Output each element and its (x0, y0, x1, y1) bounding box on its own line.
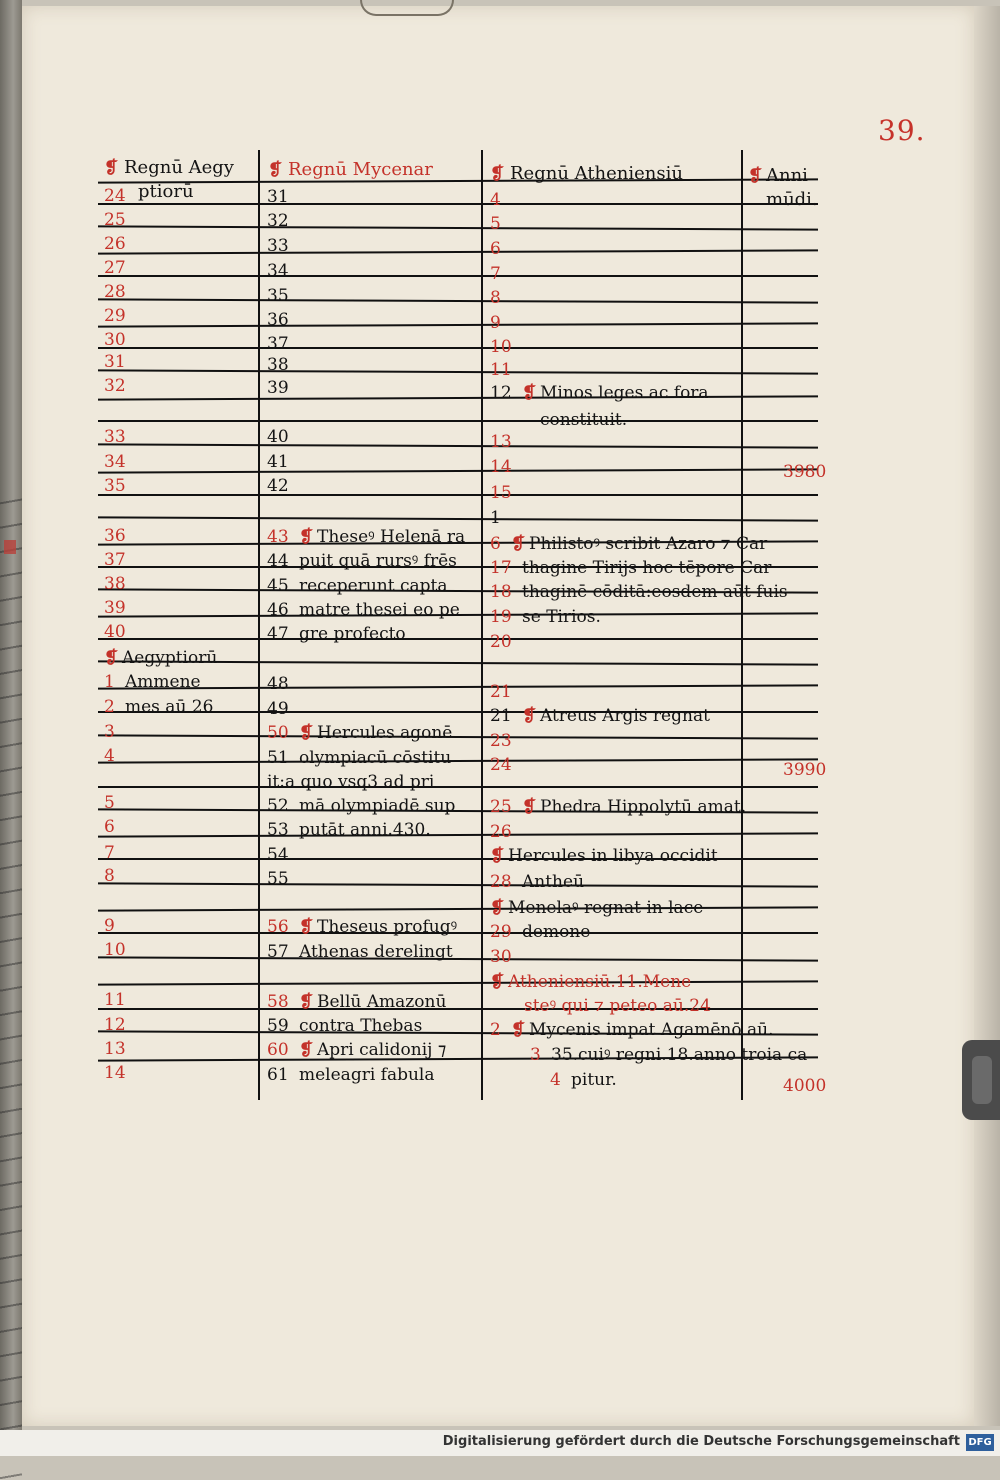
previous-page-edge (0, 480, 22, 1480)
cell-entry-heading: Philistoꝰ scribit Azaro ⁊ Car (529, 534, 768, 554)
cell-number: 35 (267, 286, 289, 306)
cell-entry-heading: Mycenis impat Agamēnō aū. (529, 1020, 774, 1040)
cell-number: 34 (267, 261, 289, 281)
paragraph-mark-icon: ❡ (522, 383, 537, 403)
row-rule (98, 395, 818, 400)
cell-text: thaginē cōditā:eosdem aūt fuis (522, 582, 788, 602)
row-rule (98, 298, 818, 303)
footer-bar (0, 1430, 1000, 1456)
cell-number: 41 (267, 452, 289, 472)
cell-number: 19 (490, 607, 512, 627)
cell-text: receperunt capta (299, 576, 448, 596)
row-rule (98, 249, 818, 254)
cell-text: matre thesei eo pe (299, 600, 460, 620)
cell-number: 45 (267, 576, 289, 596)
book-clasp (962, 1040, 1000, 1120)
row-rule (98, 225, 818, 230)
row-rule (98, 203, 818, 205)
header-col1: Regnū Aegy (124, 157, 234, 178)
footer-credit: Digitalisierung gefördert durch die Deutsche Forschungsgemeinschaft (442, 1434, 960, 1449)
cell-number: 23 (490, 731, 512, 751)
cell-number: 60 (267, 1040, 289, 1060)
paragraph-mark-icon: ❡ (490, 972, 505, 992)
cell-number: 57 (267, 942, 289, 962)
cell-number: 1 (104, 672, 115, 692)
cell-number: constituit. (540, 410, 628, 430)
cell-number: 35 (104, 476, 126, 496)
cell-text: Athenas derelingt (299, 942, 453, 962)
cell-entry-heading: Minos leges ac fora (540, 383, 709, 403)
header-col4: Anni (766, 165, 808, 186)
cell-number: 4 (550, 1070, 561, 1090)
cell-number: 21 (490, 682, 512, 702)
paragraph-mark-icon: ❡ (490, 164, 505, 184)
cell-text: 35.cuiꝰ regni.18.anno troia ca (551, 1045, 808, 1065)
cell-text: Antheū (522, 872, 585, 892)
cell-number: 13 (490, 432, 512, 452)
header-col2: Regnū Mycenar (288, 159, 433, 180)
paragraph-mark-icon: ❡ (299, 527, 314, 547)
cell-text: demone (522, 922, 591, 942)
cell-number: 49 (267, 699, 289, 719)
cell-entry-heading: Aegyptiorū (122, 648, 218, 668)
cell-number: 3990 (783, 760, 827, 780)
cell-entry-heading: Atreus Argis regnat (540, 706, 710, 726)
cell-number: 3 (530, 1045, 541, 1065)
cell-number: 42 (267, 476, 289, 496)
cell-number: 18 (490, 582, 512, 602)
folio-number: 39. (878, 114, 926, 147)
paragraph-mark-icon: ❡ (268, 160, 283, 180)
cell-number: 8 (490, 288, 501, 308)
row-rule (98, 638, 818, 640)
cell-entry-heading: Theseꝰ Helenā ra (317, 527, 466, 547)
cell-number: 24 (490, 755, 512, 775)
paragraph-mark-icon: ❡ (104, 158, 119, 178)
row-rule (98, 322, 818, 327)
cell-number: 50 (267, 723, 289, 743)
row-rule (98, 956, 818, 961)
cell-text: contra Thebas (299, 1016, 423, 1036)
cell-text: mes aū 26 (125, 697, 214, 717)
cell-number: 9 (104, 916, 115, 936)
row-rule (98, 832, 818, 837)
cell-entry-heading: Atheniensiū.11.Mene (508, 972, 692, 992)
cell-entry-heading: Theseus profugꝰ (317, 917, 458, 937)
paragraph-mark-icon: ❡ (490, 846, 505, 866)
cell-number: 17 (490, 558, 512, 578)
cell-number: 36 (267, 310, 289, 330)
cell-entry-heading: Apri calidonij ⁊ (317, 1040, 447, 1060)
cell-entry-heading: Bellū Amazonū (317, 992, 447, 1012)
row-rule (98, 516, 818, 521)
cell-entry-heading: Phedra Hippolytū amat. (540, 797, 747, 817)
row-rule (98, 275, 818, 277)
cell-number: 29 (104, 306, 126, 326)
cell-number: 8 (104, 866, 115, 886)
cell-number: 5 (490, 214, 501, 234)
cell-number: 48 (267, 674, 289, 694)
paragraph-mark-icon: ❡ (299, 917, 314, 937)
cell-number: 44 (267, 551, 289, 571)
cell-text: se Tirios. (522, 607, 601, 627)
row-rule (98, 980, 818, 985)
paragraph-mark-icon: ❡ (522, 706, 537, 726)
header-col3: Regnū Atheniensiū (510, 163, 683, 184)
cell-text: olympiacū cōstitu (299, 748, 452, 768)
cell-number: 31 (267, 187, 289, 207)
paragraph-mark-icon: ❡ (299, 992, 314, 1012)
cell-number: 32 (267, 211, 289, 231)
cell-number: 40 (267, 427, 289, 447)
paragraph-mark-icon: ❡ (522, 797, 537, 817)
cell-number: 5 (104, 793, 115, 813)
chronology-table (98, 150, 827, 1100)
cell-number: 36 (104, 526, 126, 546)
paragraph-mark-icon: ❡ (490, 898, 505, 918)
cell-entry-heading: Hercules agonē (317, 723, 453, 743)
cell-number: 39 (104, 598, 126, 618)
cell-number: 13 (104, 1039, 126, 1059)
cell-number: 31 (104, 352, 126, 372)
cell-number: 7 (104, 843, 115, 863)
cell-number: 10 (490, 337, 512, 357)
cell-text: gre profecto (299, 624, 406, 644)
cell-number: 55 (267, 869, 289, 889)
cell-number: 38 (104, 574, 126, 594)
cell-number: 11 (104, 990, 126, 1010)
cell-number: 26 (104, 234, 126, 254)
row-rule (98, 468, 818, 473)
cell-number: 10 (104, 940, 126, 960)
row-rule (98, 882, 818, 887)
paragraph-mark-icon: ❡ (511, 534, 526, 554)
cell-number: 25 (104, 210, 126, 230)
cell-number: 26 (490, 822, 512, 842)
cell-number: 43 (267, 527, 289, 547)
cell-number: 9 (490, 313, 501, 333)
cell-number: 27 (104, 258, 126, 278)
cell-number: 28 (490, 872, 512, 892)
row-rule (98, 684, 818, 689)
row-rule (98, 494, 818, 496)
cell-number: 29 (490, 922, 512, 942)
cell-number: 30 (104, 330, 126, 350)
row-rule (98, 347, 818, 349)
cell-number: 59 (267, 1016, 289, 1036)
cell-number: 6 (104, 817, 115, 837)
row-rule (98, 906, 818, 911)
cell-text: thagine Tirijs hoc tēpore Car (522, 558, 772, 578)
cell-number: 6 (490, 534, 501, 554)
cell-number: 30 (490, 947, 512, 967)
cell-text: mā olympiadē sup (299, 796, 456, 816)
cell-number: 12 (104, 1015, 126, 1035)
row-rule (98, 786, 818, 788)
cell-number: 28 (104, 282, 126, 302)
binding-ornament (360, 0, 454, 16)
cell-number: 40 (104, 622, 126, 642)
cell-text: pitur. (571, 1070, 617, 1090)
row-rule (98, 734, 818, 739)
paragraph-mark-icon: ❡ (299, 723, 314, 743)
cell-number: 56 (267, 917, 289, 937)
cell-number: 37 (267, 334, 289, 354)
cell-number: 53 (267, 820, 289, 840)
row-rule (98, 443, 818, 448)
paragraph-mark-icon: ❡ (299, 1040, 314, 1060)
cell-number: 2 (490, 1020, 501, 1040)
cell-number: 51 (267, 748, 289, 768)
cell-number: 7 (490, 264, 501, 284)
page-stack-edge (974, 6, 1000, 1426)
row-rule (98, 178, 818, 183)
cell-text: Ammene (125, 672, 201, 692)
cell-number: 2 (104, 697, 115, 717)
rubric-mark-fragment (4, 540, 16, 554)
cell-number: 21 (490, 706, 512, 726)
row-rule (98, 932, 818, 934)
cell-number: 33 (104, 427, 126, 447)
cell-number: 54 (267, 845, 289, 865)
cell-number: 32 (104, 376, 126, 396)
cell-text: puit quā rursꝰ frēs (299, 551, 457, 571)
cell-number: 52 (267, 796, 289, 816)
cell-number: 14 (104, 1063, 126, 1083)
cell-number: 3 (104, 722, 115, 742)
cell-number: 3980 (783, 462, 827, 482)
paragraph-mark-icon: ❡ (104, 648, 119, 668)
cell-entry-heading: Menelaꝰ regnat in lace (508, 898, 704, 918)
cell-number: 25 (490, 797, 512, 817)
cell-number: 58 (267, 992, 289, 1012)
cell-number: 11 (490, 360, 512, 380)
cell-number: 4 (104, 746, 115, 766)
cell-number: 1 (490, 508, 501, 528)
header-col4-cont: mūdi. (766, 189, 818, 210)
cell-entry-heading: Hercules in libya occidit (508, 846, 718, 866)
dfg-logo: DFG (966, 1434, 994, 1451)
book-spine-edge (0, 0, 22, 1456)
row-rule (98, 420, 818, 422)
cell-number: 39 (267, 378, 289, 398)
col-rule-3 (741, 150, 743, 1100)
cell-number: 12 (490, 383, 512, 403)
cell-text: meleagri fabula (299, 1065, 435, 1085)
paragraph-mark-icon: ❡ (511, 1020, 526, 1040)
cell-number: 15 (490, 483, 512, 503)
cell-number: 47 (267, 624, 289, 644)
cell-number: 33 (267, 236, 289, 256)
cell-number: 37 (104, 550, 126, 570)
cell-number: 20 (490, 632, 512, 652)
cell-number: 38 (267, 355, 289, 375)
row-rule (98, 758, 818, 763)
paragraph-mark-icon: ❡ (748, 166, 763, 186)
cell-number: 46 (267, 600, 289, 620)
header-col1-cont: ptiorū (138, 181, 194, 202)
cell-number: 61 (267, 1065, 289, 1085)
cell-number: 14 (490, 457, 512, 477)
row-rule (98, 369, 818, 374)
cell-text: steꝰ qui ⁊ peteo aū.24 (524, 996, 711, 1016)
cell-number: 4 (490, 190, 501, 210)
cell-number: 4000 (783, 1076, 827, 1096)
cell-text: it:a quo vsq3 ad pri (267, 772, 435, 792)
cell-number: 24 (104, 186, 126, 206)
cell-text: putāt anni.430. (299, 820, 431, 840)
cell-number: 6 (490, 239, 501, 259)
cell-number: 34 (104, 452, 126, 472)
